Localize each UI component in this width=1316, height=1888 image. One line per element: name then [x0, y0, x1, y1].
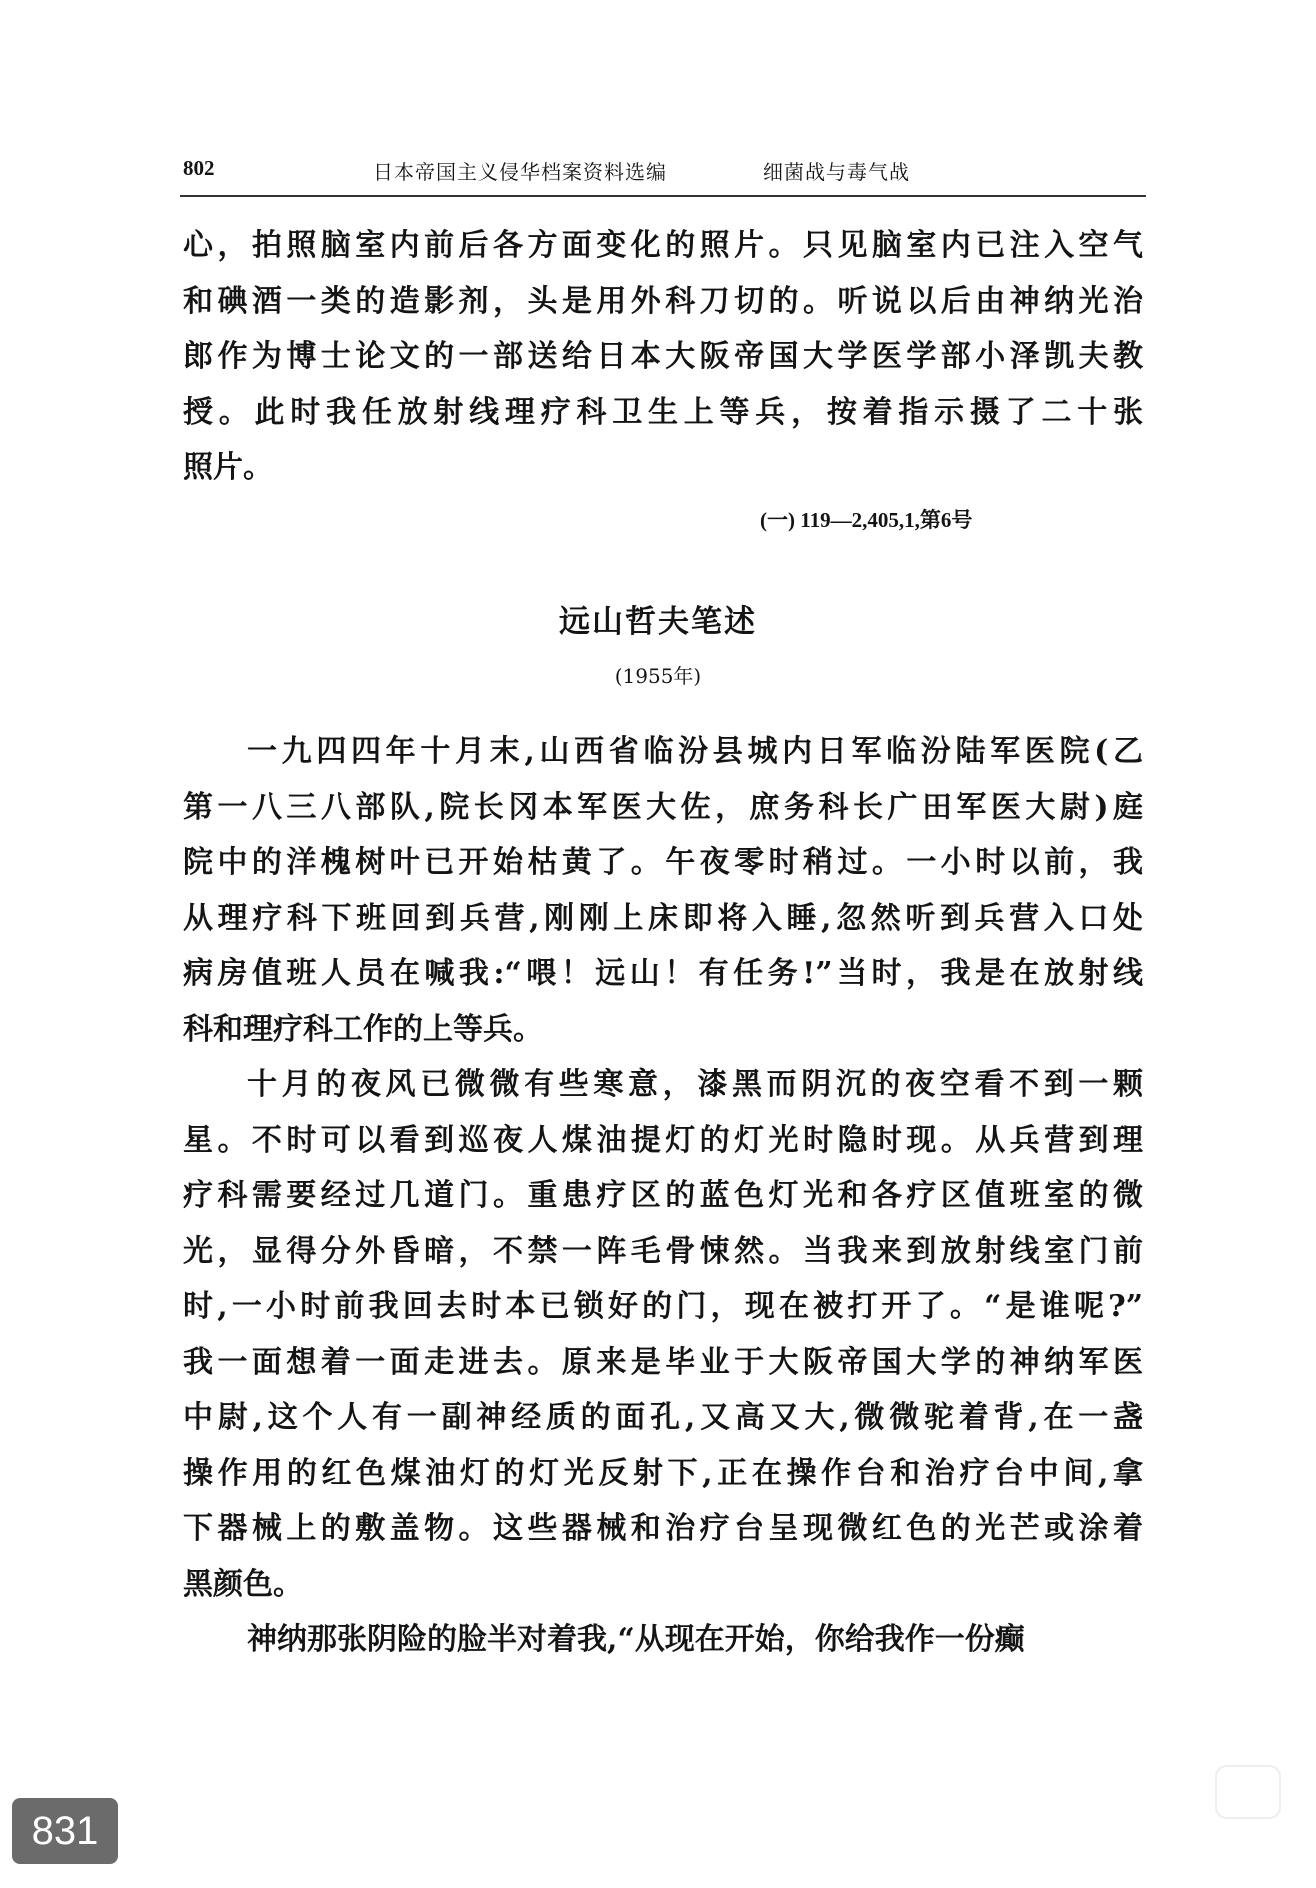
text-line: 郎作为博士论文的一部送给日本大阪帝国大学医学部小泽凯夫教: [183, 339, 1143, 374]
volume-title: 细菌战与毒气战: [763, 160, 910, 184]
page-number: 802: [183, 156, 215, 180]
archive-citation: (一) 119—2,405,1,第6号: [760, 508, 973, 532]
paragraph-line: 院中的洋槐树叶已开始枯黄了。午夜零时稍过。一小时以前，我: [183, 845, 1143, 880]
paragraph-line: 黑颜色。: [183, 1566, 303, 1602]
header-rule: [180, 195, 1146, 197]
paragraph-line: 操作用的红色煤油灯的灯光反射下,正在操作台和治疗台中间,拿: [183, 1455, 1143, 1491]
paragraph-line: 中尉,这个人有一副神经质的面孔,又高又大,微微驼着背,在一盏: [183, 1400, 1143, 1435]
paragraph-line: 星。不时可以看到巡夜人煤油提灯的灯光时隐时现。从兵营到理: [183, 1122, 1143, 1158]
paragraph-line: 疗科需要经过几道门。重患疗区的蓝色灯光和各疗区值班室的微: [183, 1178, 1143, 1213]
page-badge: 831: [12, 1798, 118, 1864]
paragraph-line: 从理疗科下班回到兵营,刚刚上床即将入睡,忽然听到兵营入口处: [183, 900, 1143, 936]
previous-section-text: [183, 218, 1143, 496]
paragraph-line: 科和理疗科工作的上等兵。: [183, 1011, 543, 1047]
paragraph-line: 十月的夜风已微微有些寒意，漆黑而阴沉的夜空看不到一颗: [247, 1067, 1143, 1102]
section-title: 远山哲夫笔述: [559, 604, 757, 640]
running-header: [183, 156, 1143, 190]
paragraph-line: 我一面想着一面走进去。原来是毕业于大阪帝国大学的神纳军医: [183, 1344, 1143, 1380]
text-line: 照片。: [183, 450, 273, 485]
section-body: [183, 724, 1143, 1668]
text-line: 和碘酒一类的造影剂，头是用外科刀切的。听说以后由神纳光治: [183, 283, 1143, 319]
paragraph-line: 第一八三八部队,院长冈本军医大佐，庶务科长广田军医大尉)庭: [183, 789, 1143, 825]
section-year: (1955年): [614, 664, 702, 688]
paragraph-line: 下器械上的敷盖物。这些器械和治疗台呈现微红色的光芒或涂着: [183, 1511, 1143, 1546]
watermark-logo: [1215, 1765, 1281, 1819]
paragraph-line: 光，显得分外昏暗，不禁一阵毛骨悚然。当我来到放射线室门前: [183, 1233, 1143, 1269]
paragraph-line: 一九四四年十月末,山西省临汾县城内日军临汾陆军医院(乙: [247, 734, 1143, 769]
paragraph-line: 神纳那张阴险的脸半对着我,“从现在开始，你给我作一份癫: [247, 1622, 1025, 1657]
paragraph-line: 病房值班人员在喊我:“喂！远山！有任务!”当时，我是在放射线: [183, 956, 1143, 991]
book-title: 日本帝国主义侵华档案资料选编: [373, 160, 667, 184]
text-line: 授。此时我任放射线理疗科卫生上等兵，按着指示摄了二十张: [183, 394, 1143, 430]
paragraph-line: 时,一小时前我回去时本已锁好的门，现在被打开了。“是谁呢?”: [183, 1289, 1143, 1324]
text-line: 心，拍照脑室内前后各方面变化的照片。只见脑室内已注入空气: [183, 228, 1143, 263]
